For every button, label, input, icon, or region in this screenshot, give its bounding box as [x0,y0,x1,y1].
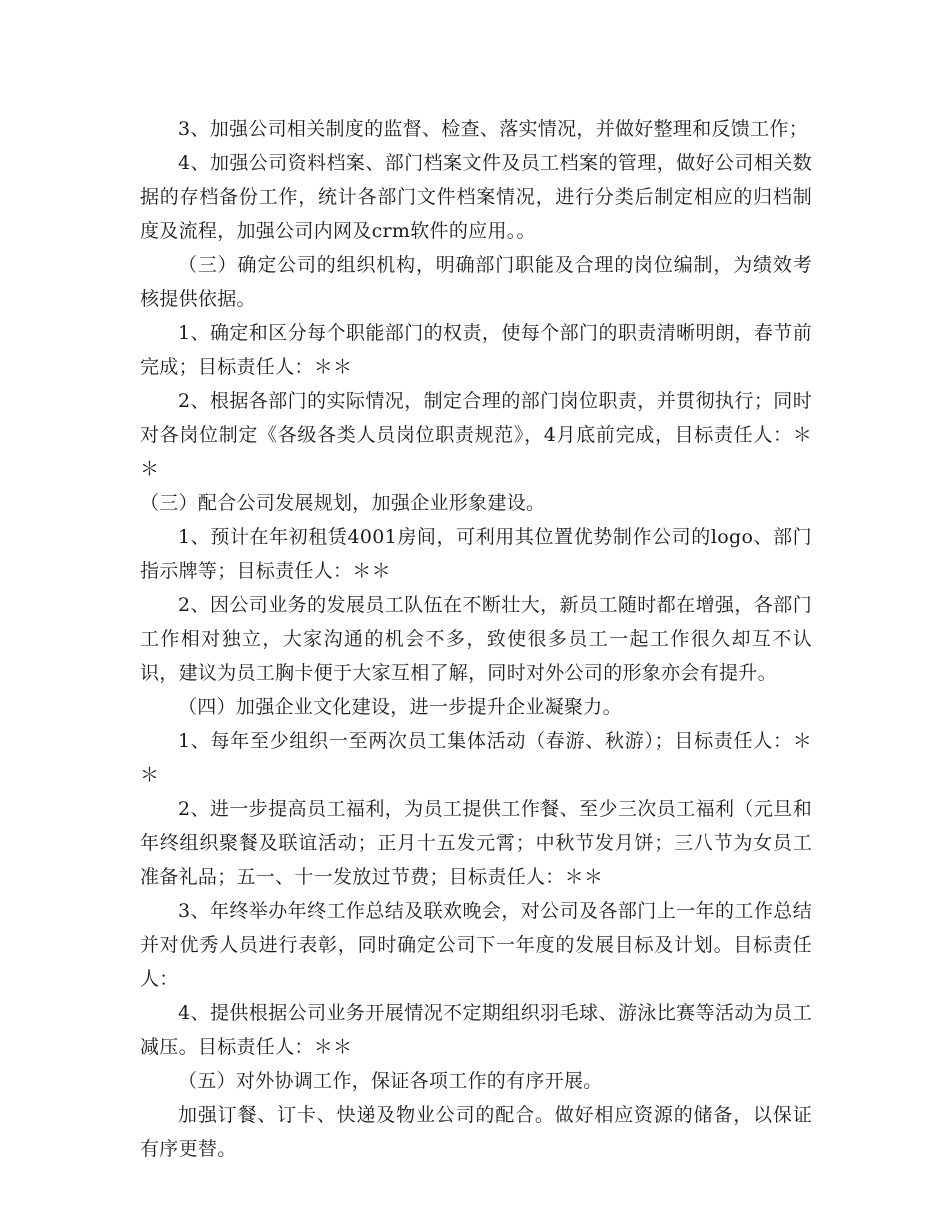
section-heading: （四）加强企业文化建设，进一步提升企业凝聚力。 [178,696,622,718]
paragraph: 3、加强公司相关制度的监督、检查、落实情况，并做好整理和反馈工作； [178,118,808,140]
paragraph: 2、因公司业务的发展员工队伍在不断壮大，新员工随时都在增强，各部门工作相对独立，大家沟通的机会不多，致使很多员工一起工作很久却互不认识，建议为员工胸卡便于大家互相了解，同时对外公司的形象亦会有提升。 [140,594,812,684]
section-heading: （三）确定公司的组织机构，明确部门职能及合理的岗位编制，为绩效考核提供依据。 [140,254,812,310]
section-heading: （三）配合公司发展规划，加强企业形象建设。 [140,492,546,514]
paragraph: 3、年终举办年终工作总结及联欢晚会，对公司及各部门上一年的工作总结并对优秀人员进行表彰，同时确定公司下一年度的发展目标及计划。目标责任人： [140,900,812,990]
document-body [140,112,812,1166]
paragraph: 1、预计在年初租赁4001房间，可利用其位置优势制作公司的logo、部门指示牌等；目标责任人：＊＊ [140,526,812,582]
paragraph: 1、确定和区分每个职能部门的权责，使每个部门的职责清晰明朗，春节前完成；目标责任人：＊＊ [140,322,812,378]
section-heading: （五）对外协调工作，保证各项工作的有序开展。 [178,1070,603,1092]
paragraph: 2、根据各部门的实际情况，制定合理的部门岗位职责，并贯彻执行；同时对各岗位制定《各级各类人员岗位职责规范》，4月底前完成，目标责任人：＊＊ [140,390,812,480]
paragraph: 加强订餐、订卡、快递及物业公司的配合。做好相应资源的储备，以保证有序更替。 [140,1104,812,1160]
paragraph: 2、进一步提高员工福利，为员工提供工作餐、至少三次员工福利（元旦和年终组织聚餐及联谊活动；正月十五发元霄；中秋节发月饼；三八节为女员工准备礼品；五一、十一发放过节费；目标责任人：＊＊ [140,798,812,888]
paragraph: 4、加强公司资料档案、部门档案文件及员工档案的管理，做好公司相关数据的存档备份工作，统计各部门文件档案情况，进行分类后制定相应的归档制度及流程，加强公司内网及crm软件的应用。。 [140,152,812,242]
paragraph: 4、提供根据公司业务开展情况不定期组织羽毛球、游泳比赛等活动为员工减压。目标责任人：＊＊ [140,1002,812,1058]
paragraph: 1、每年至少组织一至两次员工集体活动（春游、秋游）；目标责任人：＊＊ [140,730,812,786]
